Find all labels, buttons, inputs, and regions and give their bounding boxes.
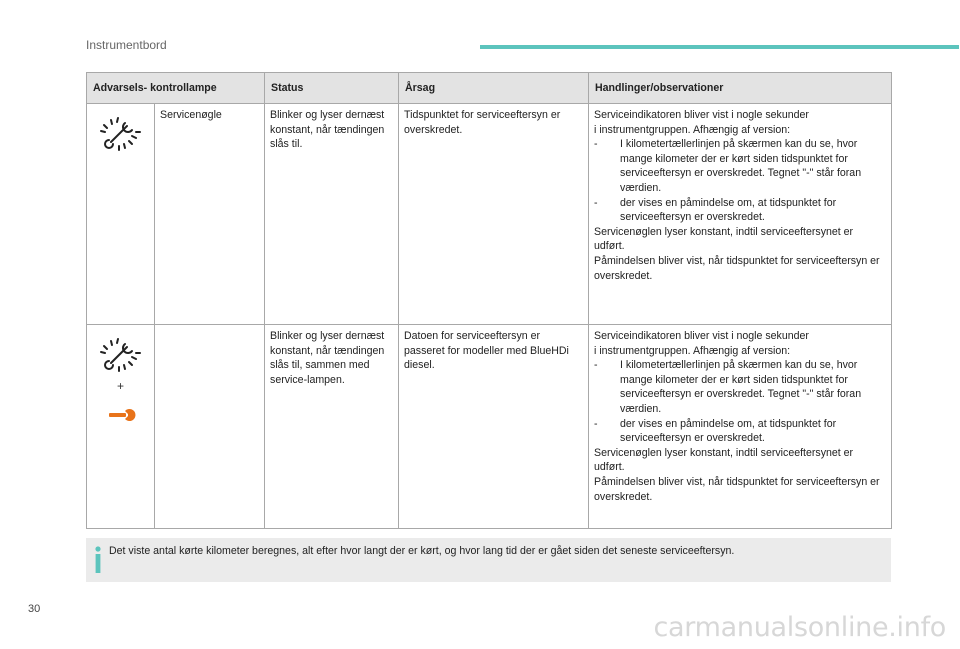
observation-line: i instrumentgruppen. Afhængig af version: [594,123,791,136]
observations-cell [589,325,892,529]
observation-line: Servicenøglen lyser konstant, indtil serviceeftersynet er udført. [594,446,854,474]
service-wrench-lamp-icon [98,335,144,375]
table-row [87,104,892,325]
column-header-cause: Årsag [399,73,589,104]
column-header-lamp: Advarsels- kontrollampe [87,73,265,104]
observation-line: Serviceindikatoren bliver vist i nogle sekunder [594,330,809,342]
info-note [86,538,891,582]
lamp-name-cell [155,325,265,529]
info-note-text: Det viste antal kørte kilometer beregnes, alt efter hvor langt der er kørt, og hvor lang tid der er gået siden det seneste serviceeftersyn. [109,545,735,557]
lamp-icon-cell [87,104,155,325]
warning-lamp-table [86,72,892,529]
observation-line: Servicenøglen lyser konstant, indtil serviceeftersynet er udført. [594,225,854,253]
observation-line: Påmindelsen bliver vist, når tidspunktet for serviceeftersyn er overskredet. [594,475,880,503]
observation-line: Serviceindikatoren bliver vist i nogle sekunder [594,109,809,121]
lamp-icon-cell [87,325,155,529]
observation-line: Påmindelsen bliver vist, når tidspunktet for serviceeftersyn er overskredet. [594,254,880,282]
status-cell: Blinker og lyser dernæst konstant, når tændingen slås til. [265,104,399,325]
observation-bullet: - I kilometertællerlinjen på skærmen kan du se, hvor mange kilometer der er kørt siden tidspunktet for serviceeftersyn er overskredet. Tegnet "-" står foran værdien. [594,138,862,194]
observation-bullet: - der vises en påmindelse om, at tidspunktet for serviceeftersyn er overskredet. [594,417,837,445]
cause-cell: Tidspunktet for serviceeftersyn er overskredet. [399,104,589,325]
orange-wrench-icon [106,406,136,424]
status-cell: Blinker og lyser dernæst konstant, når tændingen slås til, sammen med service-lampen. [265,325,399,529]
lamp-name-cell: Servicenøgle [155,104,265,325]
table-header-row [87,73,892,104]
observations-cell [589,104,892,325]
plus-sign: + [116,379,124,393]
observation-line: i instrumentgruppen. Afhængig af version: [594,344,791,357]
watermark: carmanualsonline.info [653,612,946,643]
column-header-status: Status [265,73,399,104]
section-title: Instrumentbord [86,38,167,52]
column-header-observations: Handlinger/observationer [589,73,892,104]
info-icon [92,545,104,575]
observation-bullet: - I kilometertællerlinjen på skærmen kan du se, hvor mange kilometer der er kørt siden tidspunktet for serviceeftersyn er overskredet. Tegnet "-" står foran værdien. [594,359,862,415]
cause-cell: Datoen for serviceeftersyn er passeret for modeller med BlueHDi diesel. [399,325,589,529]
service-wrench-lamp-icon [98,114,144,154]
page-number: 30 [28,603,41,615]
section-title-rule [480,45,959,49]
table-row [87,325,892,529]
observation-bullet: - der vises en påmindelse om, at tidspunktet for serviceeftersyn er overskredet. [594,196,837,224]
